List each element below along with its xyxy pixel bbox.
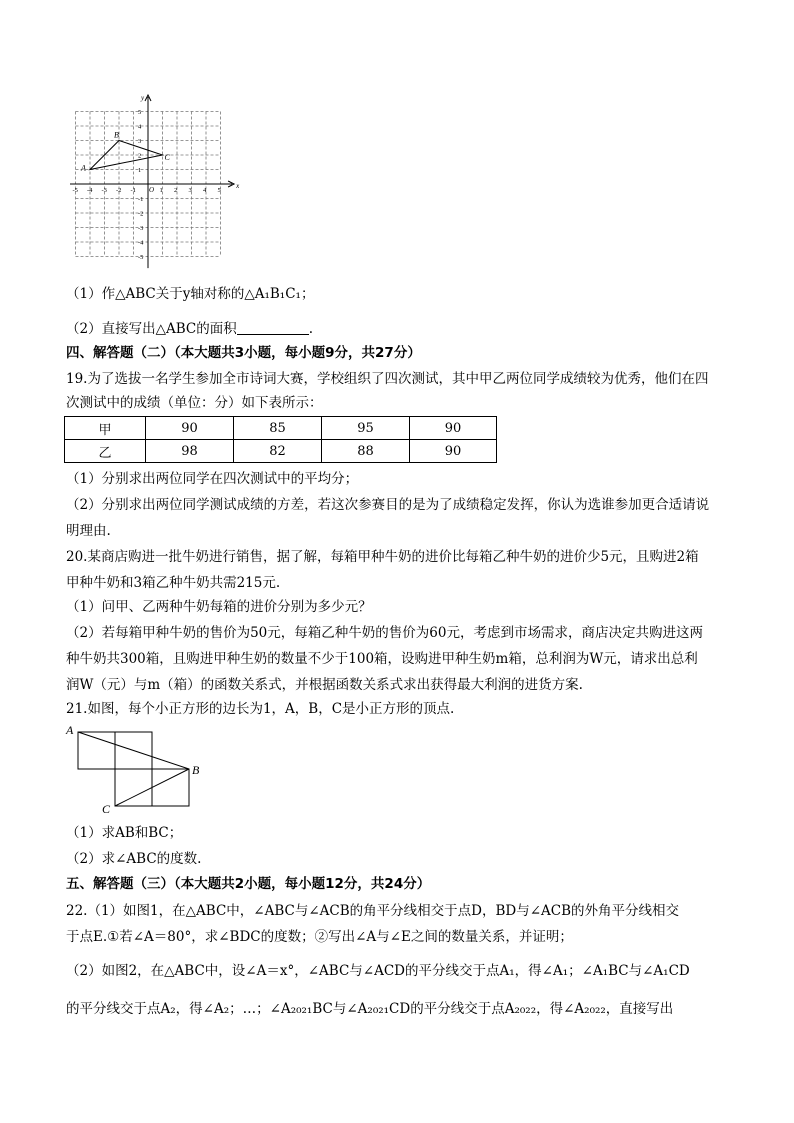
- y-tick-label: -1: [138, 196, 144, 203]
- answer-blank: [237, 320, 309, 335]
- score-cell: 90: [410, 440, 497, 463]
- y-tick-label: 5: [138, 109, 142, 116]
- y-tick-label: -2: [138, 210, 144, 218]
- origin-label: O: [149, 186, 155, 194]
- q22-line3: （2）如图2，在△ABC中，设∠A＝x°，∠ABC与∠ACD的平分线交于点A₁，得∠A₁；∠A₁BC与∠A₁CD: [66, 963, 690, 979]
- point-label: C: [164, 153, 170, 162]
- x-tick-label: -5: [72, 187, 78, 194]
- square: [152, 769, 189, 806]
- q21-figure: [62, 722, 212, 814]
- square: [78, 732, 115, 769]
- score-cell: 88: [322, 440, 410, 463]
- q18-part2: [66, 320, 313, 338]
- y-tick-label: 3: [138, 138, 142, 145]
- y-tick-label: 2: [138, 152, 142, 160]
- y-tick-label: 1: [138, 167, 142, 174]
- q19-part2-line1: （2）分别求出两位同学测试成绩的方差，若这次参赛目的是为了成绩稳定发挥，你认为选谁参加更合适请说: [66, 497, 710, 513]
- x-tick-label: -4: [87, 187, 93, 194]
- score-table: [64, 416, 497, 463]
- q20-part2-line3: 润W（元）与m（箱）的函数关系式，并根据函数关系式求出获得最大利润的进货方案.: [66, 677, 583, 693]
- point-c-label: C: [102, 802, 111, 814]
- q21-part1: （1）求AB和BC；: [66, 825, 183, 841]
- y-tick-label: -3: [138, 225, 144, 232]
- q22-line4: 的平分线交于点A₂，得∠A₂；…；∠A₂₀₂₁BC与∠A₂₀₂₁CD的平分线交于点A₂₀₂₂，得∠A₂₀₂₂，直接写出: [66, 1001, 674, 1017]
- q20-line2: 甲种牛奶和3箱乙种牛奶共需215元.: [66, 575, 281, 591]
- table-row: [65, 417, 497, 440]
- q20-line1: 20.某商店购进一批牛奶进行销售，据了解，每箱甲种牛奶的进价比每箱乙种牛奶的进价少5元，且购进2箱: [66, 549, 699, 565]
- score-cell: 95: [322, 417, 410, 440]
- point-b-label: B: [192, 763, 200, 777]
- x-tick-label: 2: [174, 187, 178, 194]
- point-a-label: A: [66, 723, 74, 737]
- square: [115, 769, 152, 806]
- q21-line1: 21.如图，每个小正方形的边长为1，A，B，C是小正方形的顶点.: [66, 701, 455, 717]
- tick-labels: [73, 109, 221, 261]
- x-tick-label: 1: [159, 187, 163, 194]
- table-row: [65, 440, 497, 463]
- q20-part2-line1: （2）若每箱甲种牛奶的售价为50元，每箱乙种牛奶的售价为60元，考虑到市场需求，商店决定共购进这两: [66, 625, 703, 641]
- q20-part2-line2: 种牛奶共300箱，且购进甲种生奶的数量不少于100箱，设购进甲种生奶m箱，总利润为W元，请求出总利: [66, 651, 698, 667]
- coordinate-grid-figure: [70, 88, 250, 273]
- q22-line1: 22.（1）如图1，在△ABC中，∠ABC与∠ACB的角平分线相交于点D，BD与∠ACB的外角平分线相交: [66, 903, 680, 919]
- score-cell: 90: [410, 417, 497, 440]
- section5-heading: 五、解答题（三）（本大题共2小题，每小题12分，共24分）: [66, 876, 431, 892]
- point-label: B: [114, 130, 119, 140]
- q19-part2-line2: 明理由.: [66, 523, 111, 539]
- x-tick-label: -3: [101, 187, 107, 194]
- y-tick-label: 4: [138, 123, 142, 131]
- q19-part1: （1）分别求出两位同学在四次测试中的平均分；: [66, 471, 359, 487]
- q18-part1: （1）作△ABC关于y轴对称的△A₁B₁C₁；: [66, 286, 315, 302]
- q19-line1: 19.为了选拔一名学生参加全市诗词大赛，学校组织了四次测试，其中甲乙两位同学成绩较为优秀，他们在四: [66, 371, 709, 387]
- point-label: A: [81, 163, 86, 173]
- x-tick-label: 5: [217, 187, 221, 194]
- x-axis-label: x: [236, 182, 240, 190]
- score-cell: 82: [234, 440, 322, 463]
- q22-line2: 于点E.①若∠A＝80°，求∠BDC的度数；②写出∠A与∠E之间的数量关系，并证明；: [66, 929, 573, 945]
- student-name: 甲: [65, 417, 146, 440]
- q19-line2: 次测试中的成绩（单位：分）如下表所示：: [66, 395, 323, 411]
- x-tick-label: -2: [116, 187, 122, 194]
- q21-part2: （2）求∠ABC的度数.: [66, 851, 202, 867]
- score-cell: 98: [146, 440, 234, 463]
- y-tick-label: -5: [138, 254, 144, 261]
- x-tick-label: 3: [188, 187, 192, 194]
- y-axis-label: y: [141, 94, 145, 102]
- y-tick-label: -4: [138, 239, 144, 247]
- x-tick-label: 4: [203, 187, 207, 194]
- triangle-abc: [80, 131, 171, 173]
- section4-heading: 四、解答题（二）（本大题共3小题，每小题9分，共27分）: [66, 345, 421, 361]
- score-cell: 85: [234, 417, 322, 440]
- score-cell: 90: [146, 417, 234, 440]
- student-name: 乙: [65, 440, 146, 463]
- q18-part2-end: .: [308, 321, 314, 337]
- segment-ab: [78, 732, 189, 769]
- q18-part2-text: （2）直接写出△ABC的面积: [66, 321, 237, 337]
- x-tick-label: -1: [130, 187, 136, 194]
- q20-part1: （1）问甲、乙两种牛奶每箱的进价分别为多少元？: [66, 599, 372, 615]
